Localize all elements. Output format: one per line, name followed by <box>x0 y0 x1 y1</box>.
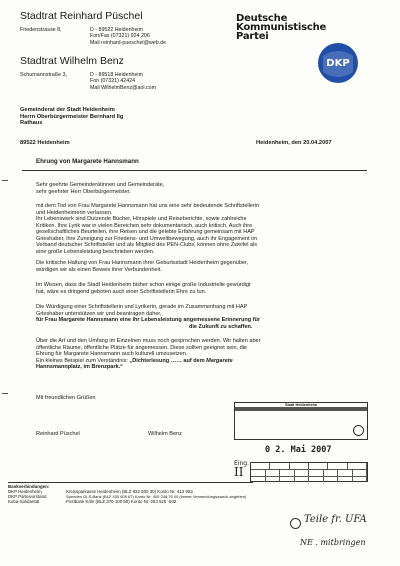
p4-line: Die Würdigung einer Schriftstellerin und Lyrikerin, gerade im Zusammenhang mit HAP <box>36 304 248 310</box>
margin-mark <box>2 180 8 181</box>
p5-line: Ehrung für Margarete Hannsmann auch kulturell umzusetzen. <box>36 351 188 358</box>
example-prefix: Ein kleines Beispiel zum Verständnis: <box>36 357 130 364</box>
recipient-line2: Herrn Oberbürgermeister Bernhard Ilg <box>20 113 124 120</box>
p1-line: Kritiken. Ihre Lyrik war in vielen Bereichen sehr dokumentarisch, auch kritisch. Auch ihre <box>36 222 253 229</box>
bank-row: DKP Parteivorstand Spenden GLS-Bank (BLZ 430 609 67) Konto Nr. 400 248 76 00 (immer Verwendungszweck angeben) <box>8 494 247 500</box>
sender2-city: D - 89518 Heidenheim <box>90 72 143 78</box>
footer-divider <box>8 482 253 483</box>
example-quote-a: „Dichterlesung …… auf dem <box>129 357 207 364</box>
recipient-city: 89522 Heidenheim <box>20 140 70 146</box>
salutation-line2: sehr geehrter Herr Oberbürgermeister, <box>36 188 131 195</box>
p2-line: würdigen wir als einen Beweis ihrer Verbundenheit. <box>36 266 162 273</box>
salutation-line1: Sehr geehrte Gemeinderätinnen und Gemeinderäte, <box>36 182 165 188</box>
sender1-contact <box>90 27 166 46</box>
recipient-block <box>20 107 123 127</box>
bank-row: Kuba-Solidarität Postbank Köln (BLZ 370 100 50) Konto Nr. 253 525 -502 <box>8 499 177 505</box>
dkp-logo-badge <box>317 42 359 84</box>
sender1-name: Stadtrat Reinhard Püschel <box>20 10 143 22</box>
sender2-name: Stadtrat Wilhelm Benz <box>20 55 124 67</box>
paragraph-4 <box>36 304 260 330</box>
bank-row: DKP Heidenheim Kreissparkasse Heidenheim (BLZ 632 500 30) Konto Nr. 413 903 <box>8 489 193 494</box>
dkp-badge-text: DKP <box>326 58 350 69</box>
signature-benz: Wilhelm Benz <box>148 431 182 437</box>
stamp-roman: II <box>234 465 244 479</box>
p1-line: gesellschaftliches Beurteilen, ihre Reisen und die gelebte Erfahrung gemeinsam mit HAP <box>36 229 255 236</box>
sender1-mail: Mail reinhard-pueschel@web.de <box>90 39 167 46</box>
subject-line: Ehrung von Margarete Hannsmann <box>36 158 139 165</box>
recipient-line1: Gemeinderat der Stadt Heidenheim <box>20 107 115 113</box>
salutation <box>36 182 164 195</box>
p4-bold-line: für Frau Margarete Hannsmann eine ihr Lebensleistung angemessene Erinnerung für <box>36 317 261 324</box>
handwritten-note-1: Teile fr. UFA <box>304 514 367 525</box>
p1-line: eine große Lebensleistung beschrieben werden. <box>36 248 155 255</box>
sender2-mail: Mail WilhelmBenz@aol.com <box>90 84 157 91</box>
stamp-circle-mark <box>353 425 364 436</box>
p4-bold-line: die Zukunft zu schaffen. <box>189 323 253 330</box>
paragraph-2 <box>36 260 248 273</box>
logo-line-deutsche: Deutsche <box>236 13 288 24</box>
sender2-phone: Fon (07321) 42424 <box>90 78 136 85</box>
date-line: Heidenheim, den 20.04.2007 <box>256 140 332 146</box>
logo-line-partei: Partei <box>236 31 269 42</box>
recipient-line3: Rathaus <box>20 120 43 127</box>
p1-line: mit dem Tod von Frau Margarete Hannsmann hat uns eine sehr bedeutende Schriftstellerin <box>36 203 260 209</box>
paragraph-3 <box>36 282 251 295</box>
sender2-street: Schumannstraße 3, <box>20 72 68 78</box>
eing-date: 0 2. Mai 2007 <box>265 445 332 455</box>
example-quote-c: Hannsmannplatz, im Brenzpark.“ <box>36 364 123 371</box>
stamp-row <box>235 410 367 411</box>
p3-line: hat, wäre es dringend geboten auch einer Schriftstellerin Ehre zu tun. <box>36 288 207 295</box>
closing: Mit freundlichen Grüßen <box>36 395 96 401</box>
p5-line: Über die Art und den Umfang im Einzelnen muss noch gesprochen werden. Wir halten aber <box>36 338 261 344</box>
p2-line: Die kritische Haltung von Frau Hannsmann ihrer Geburtsstadt Heidenheim gegenüber, <box>36 260 249 266</box>
p3-line: Im Wissen, dass die Stadt Heidenheim bisher schon einige große Industrielle gewürdigt <box>36 282 251 288</box>
distribution-stamp <box>250 462 368 482</box>
sender1-street: Friedenstrasse 8, <box>20 27 62 33</box>
margin-mark <box>2 393 8 394</box>
p4-line: Grieshaber unterstützen wir und beantragen daher, <box>36 310 162 317</box>
sender1-phone: Fon/Fax (07321) 924 206 <box>90 33 150 40</box>
p1-line: Grieshaber, ihre Zuneigung zur Friedens- und Umweltbewegung, auch ihr Engagement im <box>36 235 258 242</box>
sender2-contact <box>90 72 156 91</box>
bank-title: Bankverbindungen: <box>8 484 50 489</box>
party-logo-text <box>236 14 326 41</box>
example-quote-b: Margarete <box>206 357 233 364</box>
received-stamp <box>234 402 368 440</box>
p1-line: Ihr Lebenswerk sind Dutzende Bücher, Hörspiele und Reiseberichte, sowie zahlreiche <box>36 216 247 223</box>
paragraph-1 <box>36 203 259 255</box>
handwritten-note-2: NE . mitbringen <box>300 538 366 547</box>
sender1-city: D - 89522 Heidenheim <box>90 27 143 33</box>
logo-line-kommunistische: Kommunistische <box>236 22 327 33</box>
stamp-title: Stadt Heidenheim <box>235 403 367 408</box>
p1-line: und Heidenheimerin verlassen. <box>36 209 113 216</box>
eing-label: Eing. <box>234 460 249 467</box>
p1-line: Verband deutscher Schriftsteller und als Mitglied des PEN-Clubs, können ohne Zweifel als <box>36 242 258 249</box>
signature-pueschel: Reinhard Püschel <box>36 431 80 437</box>
subject-divider <box>22 170 367 171</box>
dkp-logo-icon <box>317 42 359 84</box>
bank-rows <box>8 489 246 505</box>
paragraph-5 <box>36 338 260 371</box>
p5-line: öffentliche Räume, öffentliche Plätze für angemessen. Diese sollten geeignet sein, die <box>36 344 248 351</box>
handwritten-circle-mark <box>290 518 301 529</box>
